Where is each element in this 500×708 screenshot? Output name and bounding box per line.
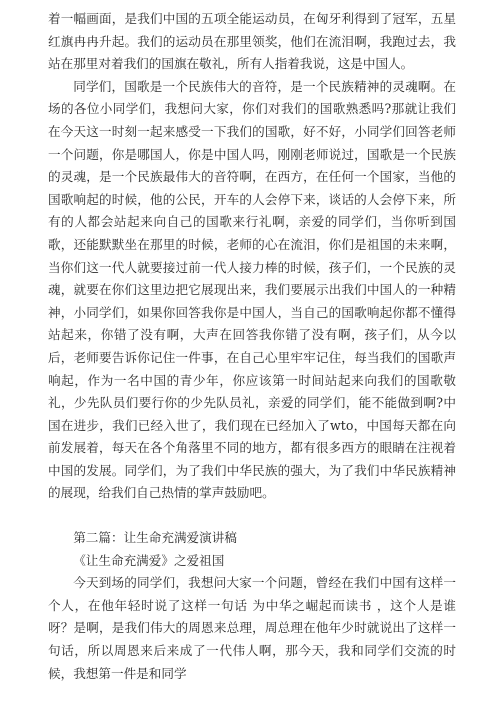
paragraph-continuation: 着一幅画面，是我们中国的五项全能运动员，在匈牙利得到了冠军，五星红旗冉冉升起。我们的运动员在那里领奖，他们在流泪啊，我跑过去，我站在那里对着我们的国旗在敬礼，所有人指着我说，这是中国人。 [48, 11, 456, 72]
section-spacer [48, 505, 456, 521]
section-subtitle: 《让生命充满爱》之爱祖国 [73, 552, 225, 568]
section-title: 第二篇：让生命充满爱演讲稿 [73, 530, 237, 546]
paragraph-section-intro: 今天到场的同学们，我想问大家一个问题，曾经在我们中国有这样一个人，在他年轻时说了这样一句话 为中华之崛起而读书 ，这个人是谁呀？是啊，是我们伟大的周恩来总理，周总理在他年少时就说出了这样一句话，所以周恩来后来成了一代伟人啊，那今天，我和同学们交流的时候，我想第一件是和同学 [48, 575, 456, 681]
paragraph-national-anthem: 同学们，国歌是一个民族伟大的音符，是一个民族精神的灵魂啊。在场的各位小同学们，我想问大家，你们对我们的国歌熟悉吗?那就让我们在今天这一时刻一起来感受一下我们的国歌，好不好，小同学们回答老师一个问题，你是哪国人，你是中国人吗，刚刚老师说过，国歌是一个民族的灵魂，是一个民族最伟大的音符啊，在西方，在任何一个国家，当他的国歌响起的时候，他的公民，开车的人会停下来，谈话的人会停下来，所有的人都会站起来向自己的国歌来行礼啊，亲爱的同学们，当你听到国歌，还能默默坐在那里的时候，老师的心在流泪，你们是祖国的未来啊，当你们这一代人就要接过前一代人接力棒的时候，孩子们，一个民族的灵魂，就要在你们这里边把它展现出来，我们要展示出我们中国人的一种精神，小同学们，如果你回答我你是中国人，当自己的国歌响起你都不懂得站起来，你错了没有啊，大声在回答我你错了没有啊，孩子们，从今以后，老师要告诉你记住一件事，在自己心里牢牢记住，每当我们的国歌声响起，作为一名中国的青少年，你应该第一时间站起来向我们的国歌敬礼，少先队员们要行你的少先队员礼，亲爱的同学们，能不能做到啊?中国在进步，我们已经入世了，我们现在已经加入了wto，中国每天都在向前发展着，每天在各个角落里不同的地方，都有很多西方的眼睛在注视着中国的发展。同学们，为了我们中华民族的强大，为了我们中华民族精神的展现，给我们自己热情的掌声鼓励吧。 [48, 78, 456, 501]
